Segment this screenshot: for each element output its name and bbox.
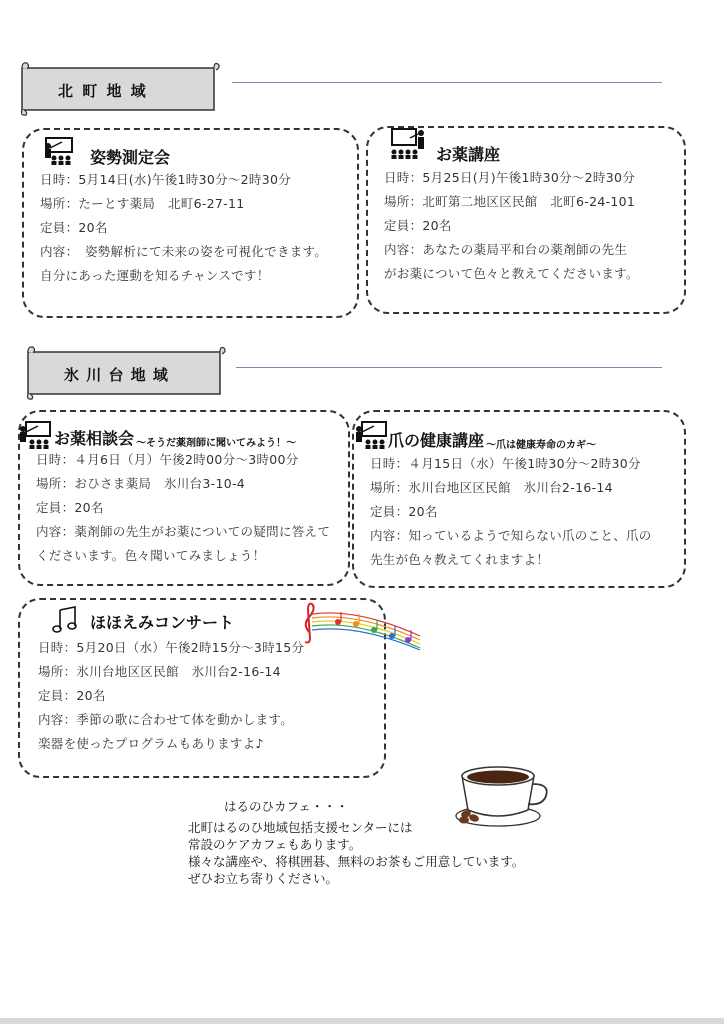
lecture-icon [18, 420, 52, 450]
event-content: 内容：あなたの薬局平和台の薬剤師の先生 [384, 242, 628, 257]
event-card-header [388, 428, 596, 451]
event-capacity: 定員：20名 [370, 504, 438, 519]
music-staff-icon [298, 600, 424, 650]
event-content: 内容：知っているようで知らない爪のこと、爪の [370, 528, 652, 543]
section-title: 北 町 地 域 [58, 82, 148, 100]
event-title: 姿勢測定会 [90, 148, 171, 167]
event-card-header [90, 145, 170, 168]
section-title: 氷 川 台 地 域 [64, 366, 169, 384]
coffee-cup-icon [454, 762, 554, 828]
event-card-header [436, 142, 500, 165]
event-content: 内容： 姿勢解析にて未来の姿を可視化できます。 [40, 244, 328, 259]
event-content-cont: 楽器を使ったプログラムもありますよ♪ [38, 736, 264, 751]
event-place: 場所：北町第二地区区民館 北町6-24-101 [384, 194, 636, 209]
page-footer-bar [0, 1018, 724, 1024]
event-place: 場所：おひさま薬局 氷川台3-10-4 [36, 476, 246, 491]
lecture-icon [42, 136, 76, 166]
event-place: 場所：氷川台地区区民館 氷川台2-16-14 [38, 664, 281, 679]
event-content: 内容：薬剤師の先生がお薬についての疑問に答えて [36, 524, 331, 539]
cafe-line: 北町はるのひ地域包括支援センターには [188, 820, 413, 835]
cafe-line: ぜひお立ち寄りください。 [188, 871, 339, 886]
event-capacity: 定員：20名 [38, 688, 106, 703]
event-content-cont: 先生が色々教えてくれますよ！ [370, 552, 550, 567]
section-banner-kitamachi [18, 60, 222, 120]
event-content-cont: がお薬について色々と教えてくださいます。 [384, 266, 639, 281]
event-date: 日時：5月25日(月)午後1時30分～2時30分 [384, 170, 636, 185]
cafe-line: 様々な講座や、将棋囲碁、無料のお茶もご用意しています。 [188, 854, 525, 869]
event-capacity: 定員：20名 [384, 218, 452, 233]
lecture-icon [388, 128, 428, 160]
event-card-header [54, 426, 296, 449]
event-title: お薬相談会 [54, 429, 135, 448]
event-title: ほほえみコンサート [90, 613, 235, 632]
event-capacity: 定員：20名 [40, 220, 108, 235]
event-subtitle: ～そうだ薬剤師に聞いてみよう！～ [136, 438, 297, 449]
event-card-header [90, 610, 234, 633]
event-title: 爪の健康講座 [388, 431, 485, 450]
event-date: 日時：４月15日（水）午後1時30分～2時30分 [370, 456, 641, 471]
event-content-cont: くださいます。色々聞いてみましょう！ [36, 548, 266, 563]
event-content: 内容：季節の歌に合わせて体を動かします。 [38, 712, 294, 727]
event-content-cont: 自分にあった運動を知るチャンスです！ [40, 268, 270, 283]
section-rule [236, 367, 662, 368]
event-capacity: 定員：20名 [36, 500, 104, 515]
event-title: お薬講座 [436, 145, 501, 164]
cafe-title: はるのひカフェ・・・ [224, 799, 349, 814]
event-date: 日時：４月6日（月）午後2時00分～3時00分 [36, 452, 299, 467]
lecture-icon [354, 420, 388, 450]
event-subtitle: ～爪は健康寿命のカギ～ [486, 440, 597, 451]
event-place: 場所：たーとす薬局 北町6-27-11 [40, 196, 245, 211]
cafe-line: 常設のケアカフェもあります。 [188, 837, 362, 852]
section-rule [232, 82, 662, 83]
event-place: 場所：氷川台地区区民館 氷川台2-16-14 [370, 480, 613, 495]
event-date: 日時：5月14日(水)午後1時30分～2時30分 [40, 172, 292, 187]
music-note-icon [52, 606, 78, 634]
event-date: 日時：5月20日（水）午後2時15分～3時15分 [38, 640, 305, 655]
section-banner-hikawadai [24, 344, 228, 404]
